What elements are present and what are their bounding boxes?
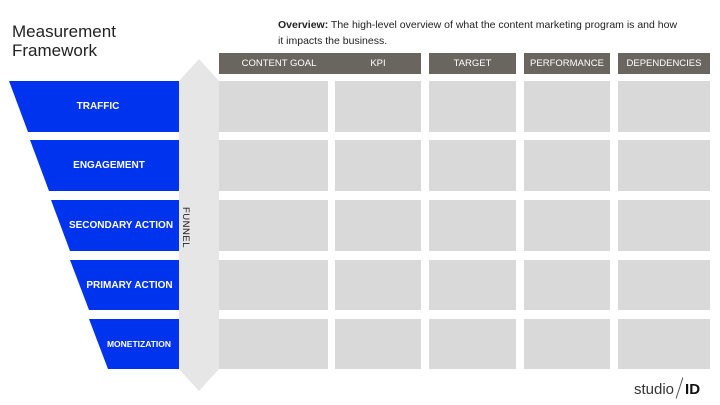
cell-secondary-action-content-goal — [219, 200, 328, 251]
cell-engagement-kpi — [335, 140, 421, 191]
overview-description: The high-level overview of what the content marketing program is and how it impacts the business. — [278, 19, 678, 47]
cell-secondary-action-kpi — [335, 200, 421, 251]
cell-primary-action-target — [429, 260, 516, 310]
stage-label-traffic: TRAFFIC — [76, 101, 120, 112]
column-header-performance: PERFORMANCE — [524, 53, 610, 74]
page-title: Measurement Framework — [12, 22, 116, 60]
column-header-content-goal: CONTENT GOAL — [219, 53, 339, 74]
cell-primary-action-content-goal — [219, 260, 328, 310]
stage-label-engagement: ENGAGEMENT — [73, 160, 145, 171]
column-header-kpi: KPI — [335, 53, 421, 74]
cell-primary-action-performance — [524, 260, 610, 310]
cell-traffic-content-goal — [219, 81, 328, 132]
logo-studio-text: studio — [634, 381, 675, 398]
cell-monetization-performance — [524, 319, 610, 369]
cell-traffic-kpi — [335, 81, 421, 132]
cell-traffic-performance — [524, 81, 610, 132]
column-header-target: TARGET — [429, 53, 516, 74]
overview-label: Overview: — [278, 19, 329, 31]
stage-label-monetization: MONETIZATION — [106, 339, 172, 349]
funnel-label: FUNNEL — [180, 207, 191, 249]
cell-engagement-dependencies — [618, 140, 710, 191]
cell-engagement-content-goal — [219, 140, 328, 191]
stage-label-primary-action: PRIMARY ACTION — [86, 279, 173, 291]
cell-primary-action-kpi — [335, 260, 421, 310]
cell-engagement-target — [429, 140, 516, 191]
cell-monetization-dependencies — [618, 319, 710, 369]
cell-traffic-target — [429, 81, 516, 132]
logo-id-text: ID — [685, 381, 701, 398]
logo-slash — [676, 377, 684, 398]
cell-primary-action-dependencies — [618, 260, 710, 310]
cell-traffic-dependencies — [618, 81, 710, 132]
cell-secondary-action-performance — [524, 200, 610, 251]
stage-label-secondary-action: SECONDARY ACTION — [68, 220, 174, 231]
column-header-dependencies: DEPENDENCIES — [618, 53, 710, 74]
studio-id-logo — [634, 377, 700, 399]
cell-engagement-performance — [524, 140, 610, 191]
cell-monetization-kpi — [335, 319, 421, 369]
cell-monetization-target — [429, 319, 516, 369]
cell-monetization-content-goal — [219, 319, 328, 369]
cell-secondary-action-dependencies — [618, 200, 710, 251]
cell-secondary-action-target — [429, 200, 516, 251]
